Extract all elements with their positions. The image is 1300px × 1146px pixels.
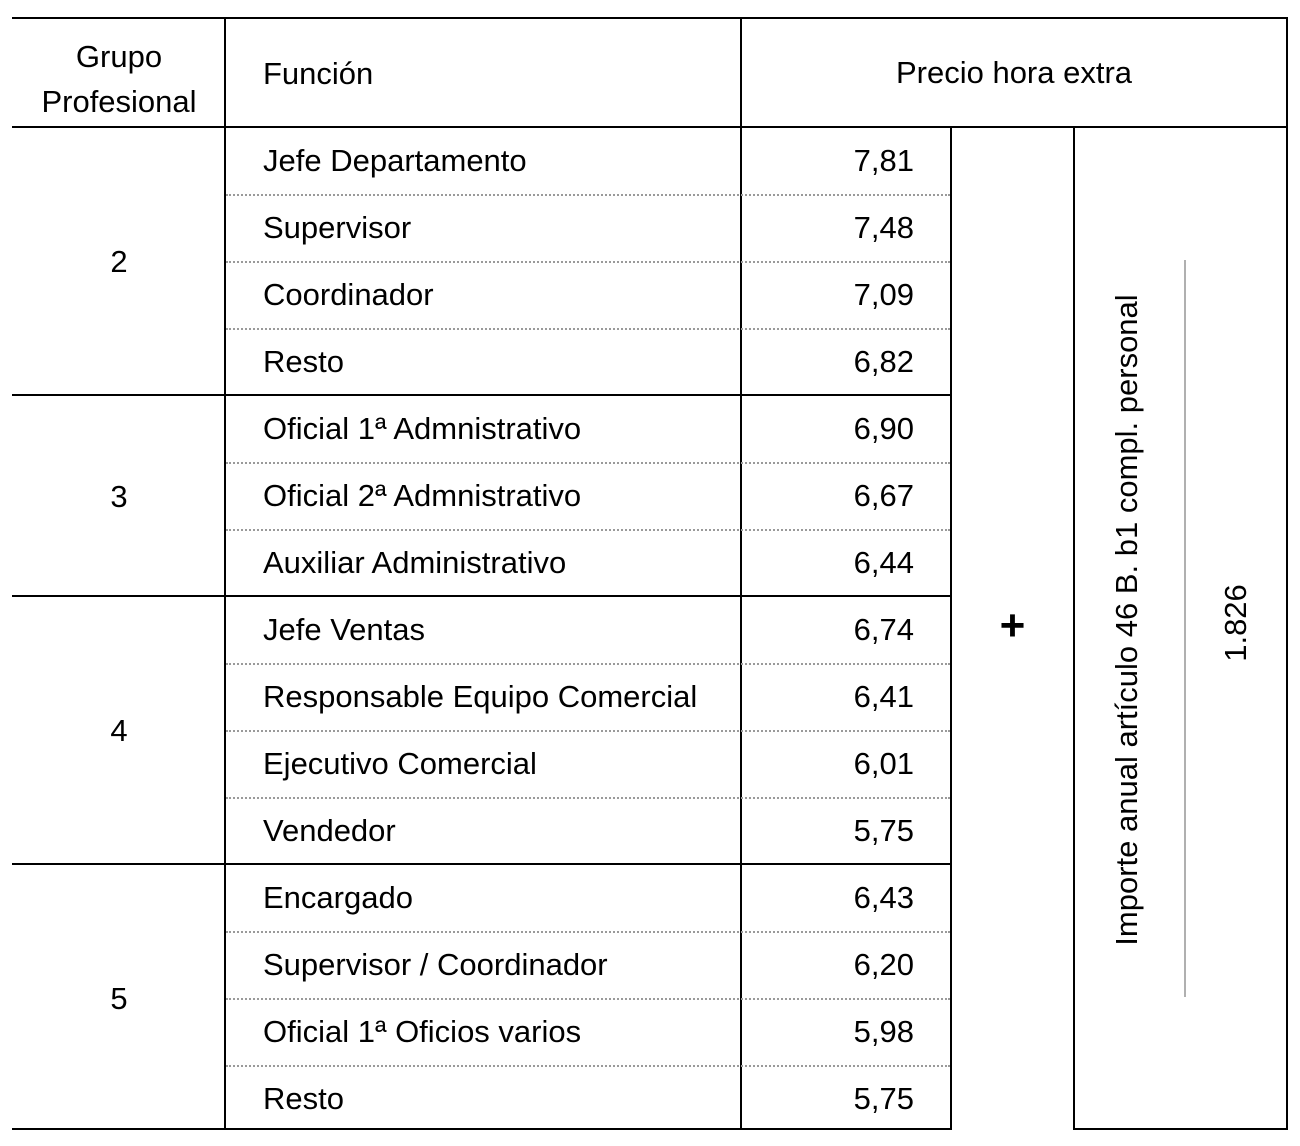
row-separator <box>226 1065 950 1067</box>
function-cell: Jefe Departamento <box>263 143 527 178</box>
header-bottom-border <box>12 126 1288 128</box>
function-cell: Ejecutivo Comercial <box>263 746 537 781</box>
annual-separator-line <box>1184 260 1186 997</box>
function-cell: Jefe Ventas <box>263 612 426 647</box>
function-cell: Supervisor <box>263 210 412 245</box>
annual-box-bottom <box>1073 1128 1288 1130</box>
price-cell: 6,43 <box>853 880 914 915</box>
function-cell: Oficial 1ª Admnistrativo <box>263 411 582 446</box>
header-function: Función <box>263 56 374 91</box>
price-cell: 6,90 <box>853 411 914 446</box>
group-number: 2 <box>110 244 128 279</box>
row-separator <box>226 998 950 1000</box>
header-price: Precio hora extra <box>895 55 1133 90</box>
table-top-border <box>12 17 1288 19</box>
function-cell: Supervisor / Coordinador <box>263 947 608 982</box>
price-cell: 5,75 <box>853 813 914 848</box>
price-cell: 5,98 <box>853 1014 914 1049</box>
row-separator <box>226 194 950 196</box>
table-bottom-border <box>12 1128 952 1130</box>
function-cell: Encargado <box>263 880 413 915</box>
group-separator <box>12 394 952 396</box>
function-cell: Resto <box>263 1081 344 1116</box>
annual-label: Importe anual artículo 46 B. b1 compl. personal <box>1109 294 1144 946</box>
function-cell: Auxiliar Administrativo <box>263 545 567 580</box>
row-separator <box>226 797 950 799</box>
price-cell: 6,44 <box>853 545 914 580</box>
row-separator <box>226 730 950 732</box>
group-separator <box>12 863 952 865</box>
row-separator <box>226 529 950 531</box>
group-number: 4 <box>110 713 128 748</box>
row-separator <box>226 261 950 263</box>
price-cell: 6,20 <box>853 947 914 982</box>
price-cell: 7,09 <box>853 277 914 312</box>
price-cell: 6,41 <box>853 679 914 714</box>
annual-value: 1.826 <box>1218 584 1253 662</box>
price-cell: 7,81 <box>853 143 914 178</box>
function-cell: Resto <box>263 344 344 379</box>
row-separator <box>226 462 950 464</box>
price-cell: 5,75 <box>853 1081 914 1116</box>
plus-sign: + <box>999 601 1026 650</box>
function-cell: Responsable Equipo Comercial <box>263 679 698 714</box>
row-separator <box>226 328 950 330</box>
header-group <box>14 34 224 124</box>
header-group-label: Grupo Profesional <box>41 39 197 119</box>
function-cell: Oficial 1ª Oficios varios <box>263 1014 582 1049</box>
group-separator <box>12 595 952 597</box>
function-cell: Oficial 2ª Admnistrativo <box>263 478 582 513</box>
price-cell: 6,01 <box>853 746 914 781</box>
price-cell: 6,82 <box>853 344 914 379</box>
row-separator <box>226 931 950 933</box>
function-cell: Vendedor <box>263 813 396 848</box>
group-number: 3 <box>110 478 128 514</box>
row-separator <box>226 663 950 665</box>
group-number: 5 <box>110 981 128 1016</box>
function-cell: Coordinador <box>263 277 434 312</box>
table-right-border <box>1286 17 1288 1130</box>
price-cell: 7,48 <box>853 210 914 245</box>
col-divider-4 <box>1073 126 1075 1130</box>
price-cell: 6,67 <box>853 478 914 513</box>
col-divider-1 <box>224 17 226 1130</box>
price-cell: 6,74 <box>853 612 914 647</box>
